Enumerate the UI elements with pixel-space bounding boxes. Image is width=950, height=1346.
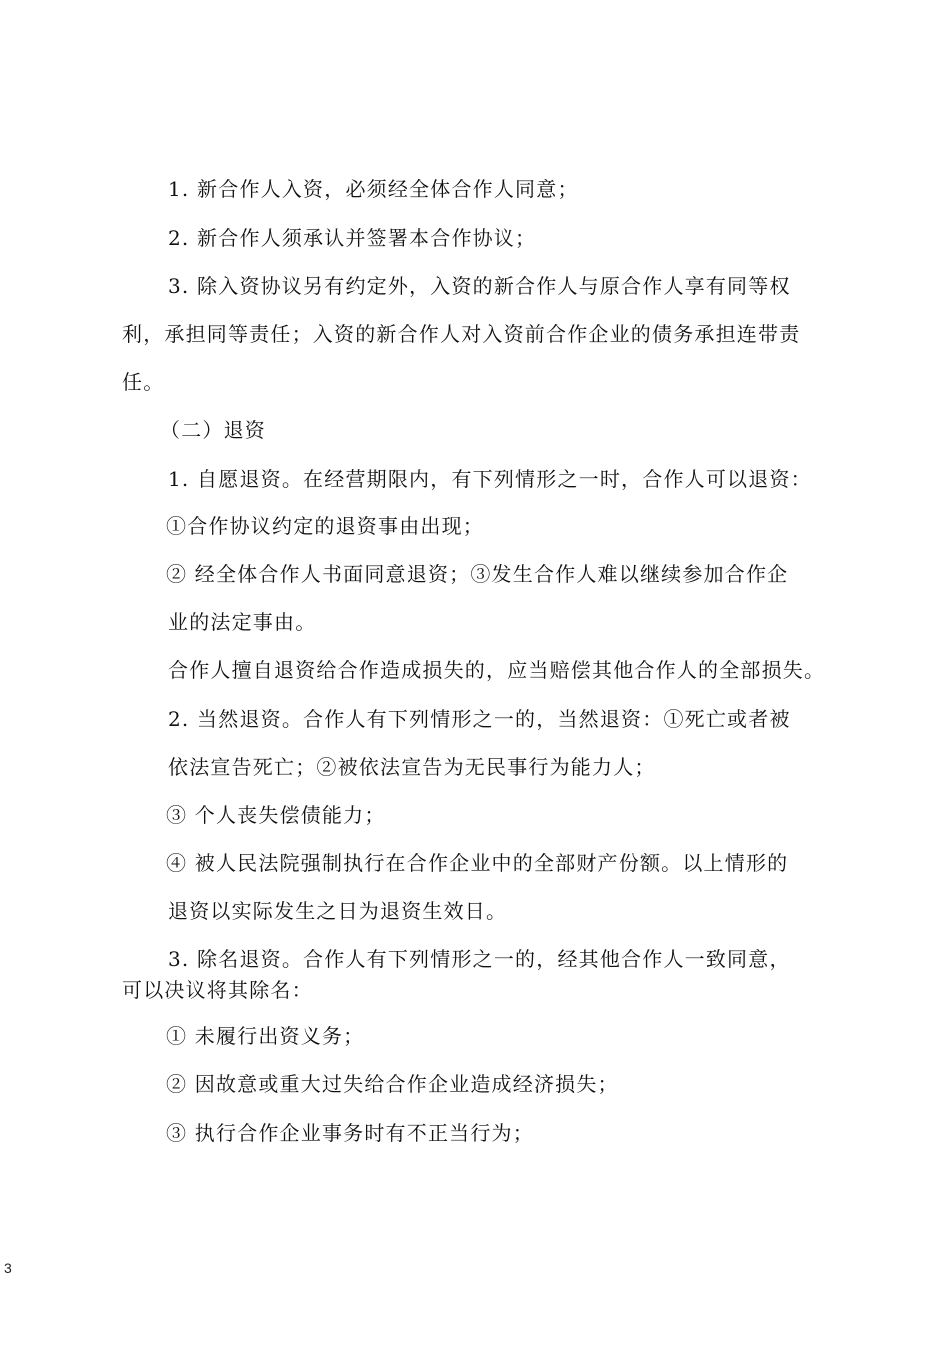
text-line-20: ② 因故意或重大过失给合作企业造成经济损失； — [166, 1072, 619, 1096]
text-line-17: 3. 除名退资。合作人有下列情形之一的，经其他合作人一致同意， — [168, 947, 791, 971]
text-line-5: 任。 — [122, 370, 165, 394]
text-line-14: ③ 个人丧失偿债能力； — [166, 803, 386, 827]
text-line-1: 1. 新合作人入资，必须经全体合作人同意； — [168, 177, 579, 201]
text-line-13: 依法宣告死亡；②被依法宣告为无民事行为能力人； — [168, 755, 656, 779]
text-line-10: 业的法定事由。 — [168, 610, 317, 634]
text-line-8: ①合作协议约定的退资事由出现； — [166, 514, 484, 538]
text-line-9: ② 经全体合作人书面同意退资；③发生合作人难以继续参加合作企 — [166, 562, 789, 586]
text-line-2: 2. 新合作人须承认并签署本合作协议； — [168, 226, 537, 250]
text-line-7: 1. 自愿退资。在经营期限内，有下列情形之一时，合作人可以退资： — [168, 467, 812, 491]
section-heading-withdrawal: （二）退资 — [160, 418, 266, 442]
text-line-21: ③ 执行合作企业事务时有不正当行为； — [166, 1121, 534, 1145]
text-line-15: ④ 被人民法院强制执行在合作企业中的全部财产份额。以上情形的 — [166, 851, 789, 875]
text-line-12: 2. 当然退资。合作人有下列情形之一的，当然退资：①死亡或者被 — [168, 707, 791, 731]
text-line-18: 可以决议将其除名： — [122, 978, 313, 1002]
text-line-19: ① 未履行出资义务； — [166, 1024, 365, 1048]
text-line-11: 合作人擅自退资给合作造成损失的，应当赔偿其他合作人的全部损失。 — [168, 658, 826, 682]
text-line-16: 退资以实际发生之日为退资生效日。 — [168, 899, 508, 923]
text-line-3: 3. 除入资协议另有约定外，入资的新合作人与原合作人享有同等权 — [168, 274, 791, 298]
text-line-4: 利，承担同等责任；入资的新合作人对入资前合作企业的债务承担连带责 — [122, 322, 801, 346]
page-number: 3 — [4, 1260, 12, 1276]
